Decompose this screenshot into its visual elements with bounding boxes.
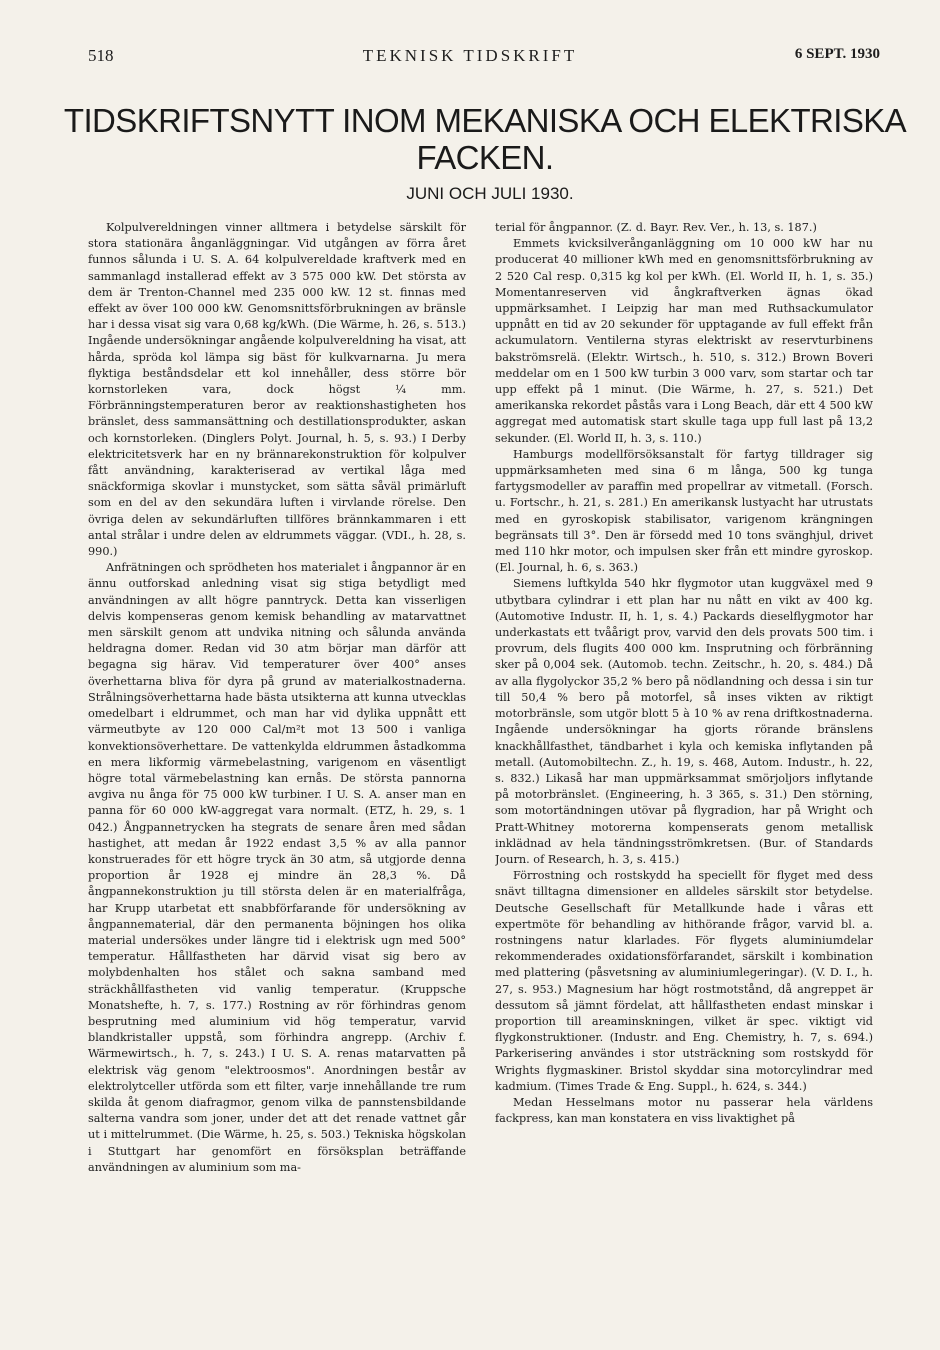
paragraph: Siemens luftkylda 540 hkr flygmotor utan kuggväxel med 9 utbytbara cylindrar i ett plan har nu nått en vikt av 400 kg. (Automotive Industr. II, h. 1, s. 4.) Packards dieselflygmotor har underkastats ett tvåårigt prov, varvid den dels provats 500 tim. i provrum, dels flugits 400 000 km. Insprutning och förbränning sker på 0,004 sek. (Automob. techn. Zeitschr., h. 20, s. 484.) Då av alla flygolyckor 35,2 % bero på nödlandning och dessa i sin tur till 50,4 % bero på motorfel, så inses vikten av riktigt motorbränsle, som utgör blott 5 à 10 % av rena driftkostnaderna. Ingående undersökningar ha gjorts rörande bränslens knackhållfasthet, tändbarhet i kyla och kemiska inflytanden på metall. (Automobiltechn. Z., h. 19, s. 468, Autom. Industr., h. 22, s. 832.) Likaså har man uppmärksammat smörjoljors inflytande på motorbränslet. (Engineering, h. 3 365, s. 31.) Den störning, som motortändningen utövar på flygradion, har på Wright och Pratt-Whitney motorerna kompenserats genom metallisk inklädnad av hela tändningsströmkretsen. (Bur. of Standards Journ. of Research, h. 3, s. 415.) — [495, 577, 873, 866]
article-subtitle: JUNI OCH JULI 1930. — [406, 184, 574, 203]
right-column — [495, 220, 873, 1260]
issue-date: 6 SEPT. 1930 — [794, 46, 880, 62]
left-column — [88, 220, 466, 1260]
journal-title: TEKNISK TIDSKRIFT — [362, 46, 578, 65]
paragraph: Kolpulvereldningen vinner alltmera i betydelse särskilt för stora stationära ånganläggningar. Vid utgången av förra året funnos sålunda i U. S. A. 64 kolpulvereldade kraftverk med en sammanlagd installerad effekt av 3 575 000 kW. Det största av dem är Trenton-Channel med 235 000 kW. 12 st. finnas med effekt av över 100 000 kW. Genomsnittsförbrukningen av bränsle har i dessa visat sig vara 0,68 kg/kWh. (Die Wärme, h. 26, s. 513.) Ingående undersökningar angående kolpulvereldning ha visat, att hårda, spröda kol lämpa sig bäst för kulkvarnarna. Ju mera flyktiga beståndsdelar ett kol innehåller, dess större bör kornstorleken vara, dock högst ¼ mm. Förbränningstemperaturen beror av reaktionshastigheten hos bränslet, dess sammansättning och destillationsprodukter, askan och kornstorleken. (Dinglers Polyt. Journal, h. 5, s. 93.) I Derby elektricitetsverk har en ny brännarekonstruktion för kolpulver fått användning, karakteriserad av vertikal låga med snäckformiga skovlar i munstycket, som sätta såväl primärluft som en del av den sekundära luften i virvlande rörelse. Den övriga delen av sekundärluften tillföres brännkammaren i ett antal strålar i undre delen av eldrummets väggar. (VDI., h. 28, s. 990.) — [88, 221, 466, 559]
article-title: TIDSKRIFTSNYTT INOM MEKANISKA OCH ELEKTRISKA FACKEN. — [63, 102, 907, 176]
page-number: 518 — [88, 46, 114, 65]
paragraph: Emmets kvicksilverånganläggning om 10 000 kW har nu producerat 40 millioner kWh med en genomsnittsförbrukning av 2 520 Cal resp. 0,315 kg kol per kWh. (El. World II, h. 1, s. 35.) Momentanreserven vid ångkraftverken ägnas ökad uppmärksamhet. I Leipzig har man med Ruthsackumulator uppnått en tid av 20 sekunder för upptagande av full effekt från ackumulatorn. Ventilerna styras elektriskt av reservturbinens bakströmsrelä. (Elektr. Wirtsch., h. 510, s. 312.) Brown Boveri meddelar om en 1 500 kW turbin 3 000 varv, som startar och tar upp effekt på 1 minut. (Die Wärme, h. 27, s. 521.) Det amerikanska rekordet påstås vara i Long Beach, där ett 4 500 kW aggregat med automatisk start skulle taga upp full last på 13,2 sekunder. (El. World II, h. 3, s. 110.) — [495, 237, 873, 445]
paragraph: terial för ångpannor. (Z. d. Bayr. Rev. Ver., h. 13, s. 187.) — [495, 221, 817, 234]
paragraph: Hamburgs modellförsöksanstalt för fartyg tilldrager sig uppmärksamheten med sina 6 m långa, 500 kg tunga fartygsmodeller av paraffin med propellrar av vitmetall. (Forsch. u. Fortschr., h. 21, s. 281.) En amerikansk lustyacht har utrustats med en gyroskopisk stabilisator, varigenom krängningen begränsats till 3°. Den är försedd med 10 tons svänghjul, drivet med 110 hkr motor, och impulsen sker från ett mindre gyroskop. (El. Journal, h. 6, s. 363.) — [495, 447, 873, 575]
running-header — [0, 46, 940, 72]
paragraph: Förrostning och rostskydd ha speciellt för flyget med dess snävt tilltagna dimensioner en alldeles särskilt stor betydelse. Deutsche Gesellschaft für Metallkunde hade i våras ett expertmöte för behandling av hithörande frågor, varvid bl. a. rostningens natur klarlades. För flygets aluminiumdelar rekommenderades oxidationsförfarandet, särskilt i kombination med plattering (påsvetsning av aluminiumlegeringar). (V. D. I., h. 27, s. 953.) Magnesium har högt rostmotstånd, då angreppet är dessutom så jämnt fördelat, att hållfastheten endast minskar i proportion till areaminskningen, vilket är spec. viktigt vid flygkonstruktioner. (Industr. and Eng. Chemistry, h. 7, s. 694.) Parkerisering användes i stor utsträckning som rostskydd för Wrights flygmaskiner. Bristol skyddar sina motorcylindrar med kadmium. (Times Trade & Eng. Suppl., h. 624, s. 344.) — [495, 869, 873, 1093]
paragraph: Medan Hesselmans motor nu passerar hela världens fackpress, kan man konstatera en viss livaktighet på — [495, 1095, 873, 1126]
paragraph: Anfrätningen och sprödheten hos materialet i ångpannor är en ännu outforskad anledning visat sig stiga betydligt med användningen av allt högre panntryck. Detta kan visserligen delvis kompenseras genom kemisk behandling av matarvattnet men särskilt genom att undvika nitning och sålunda använda heldragna domer. Redan vid 30 atm börjar man därför att begagna sig härav. Vid temperaturer över 400° anses överhettarna bliva för dyra på grund av materialkostnaderna. Strålningsöverhettarna hade bästa utsikterna att kunna utvecklas omedelbart i eldrummet, och man har vid dylika uppnått ett värmeutbyte av 120 000 Cal/m²t mot 13 500 i vanliga konvektionsöverhettare. De vattenkylda eldrummen åstadkomma en mera likformig värmebelastning, varigenom en väsentligt högre total värmebelastning kan ernås. De största pannorna avgiva nu ånga för 75 000 kW turbiner. I U. S. A. anser man en panna för 60 000 kW-aggregat vara normalt. (ETZ, h. 29, s. 1 042.) Ångpannetrycken ha stegrats de senare åren med sådan hastighet, att medan år 1922 endast 3,5 % av alla pannor konstruerades för ett högre tryck än 30 atm, så utgjorde denna proportion år 1928 ej mindre än 28,3 %. Då ångpannekonstruktion ju till största delen är en materialfråga, har Krupp utarbetat ett snabbförfarande för undersökning av ångpannematerial, där den permanenta böjningen hos olika material undersökes under längre tid i elektrisk ugn med 500° temperatur. Hållfastheten har därvid visat sig bero av molybdenhalten hos stålet och sakna samband med sträckhållfastheten vid vanlig temperatur. (Kruppsche Monatshefte, h. 7, s. 177.) Rostning av rör förhindras genom besprutning med aluminium vid hög temperatur, varvid blandkristaller uppstå, som förhindra angrepp. (Archiv f. Wärmewirtsch., h. 7, s. 243.) I U. S. A. renas matarvatten på elektrisk väg genom "elektroosmos". Anordningen består av elektrolytceller utförda som ett filter, varje innehållande tre rum skilda åt genom diafragmor, genom vilka de pannstensbildande salterna vandra som joner, under det att det renade vattnet går ut i mittelrummet. (Die Wärme, h. 25, s. 503.) Tekniska högskolan i Stuttgart har genomfört en försöksplan beträffande användningen av aluminium som ma- — [88, 561, 466, 1174]
